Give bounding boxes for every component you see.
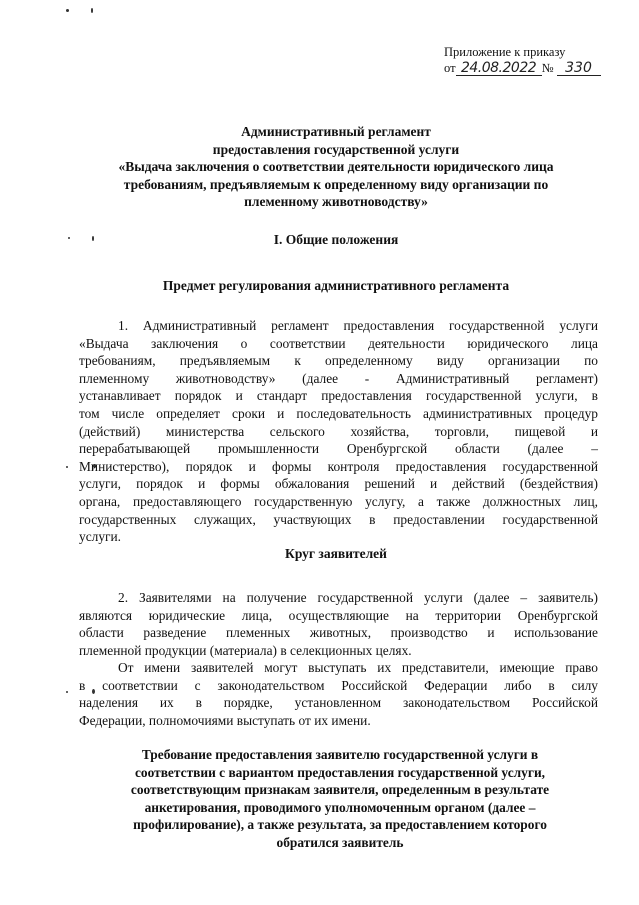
- requirement-heading: [90, 746, 590, 852]
- number-label: №: [541, 61, 554, 75]
- text-line: 2. Заявителями на получение государственной услуги (далее – заявитель): [118, 590, 598, 605]
- title-line: «Выдача заключения о соответствии деятельности юридического лица: [118, 159, 554, 174]
- subsection-heading: Круг заявителей: [285, 546, 387, 561]
- attachment-order-line: [444, 60, 624, 76]
- attachment-label: Приложение к приказу: [444, 45, 566, 59]
- from-label: от: [444, 61, 456, 75]
- text-line: области разведение племенных животных, производство и использование: [79, 625, 598, 641]
- text-line: в соответствии с законодательством Российской Федерации либо в силу: [79, 677, 598, 693]
- text-line: наделения их в порядке, установленном законодательством Российской: [79, 695, 598, 711]
- title-line: требованиям, предъявляемым к определенному виду организации по: [123, 176, 549, 192]
- text-line: том числе определяет сроки и последовательность административных процедур: [79, 405, 598, 421]
- scan-speck: [66, 466, 68, 468]
- text-line: 1. Административный регламент предоставления государственной услуги: [118, 318, 598, 333]
- section-heading: I. Общие положения: [273, 232, 399, 247]
- text-line: устанавливает порядок и стандарт предоставления государственной услуги, в: [79, 388, 598, 404]
- title-line: племенному животноводству»: [244, 194, 428, 209]
- paragraph-2: [79, 589, 598, 659]
- handwritten-number: 330: [557, 61, 601, 76]
- scan-speck: [66, 691, 68, 693]
- text-line: государственных служащих, участвующих в предоставлении государственной: [79, 511, 598, 527]
- text-line: племенному животноводству» (далее - Административный регламент): [79, 370, 598, 386]
- scan-speck: [66, 9, 69, 12]
- document-title: [60, 123, 612, 211]
- heading-line: соответствии с вариантом предоставления государственной услуги,: [134, 764, 546, 780]
- subsection-heading: Предмет регулирования административного регламента: [162, 278, 510, 293]
- heading-line: Требование предоставления заявителю государственной услуги в: [141, 747, 539, 762]
- text-line: Министерство), порядок и формы контроля предоставления государственной: [79, 458, 598, 474]
- heading-line: профилирование), а также результата, за предоставлением которого: [133, 817, 547, 833]
- text-line: племенной продукции (материала) в селекционных целях.: [79, 642, 412, 658]
- scan-speck: [91, 8, 93, 13]
- paragraph-1: [79, 317, 598, 546]
- text-line: органа, предоставляющего государственную услугу, а также должностных лиц,: [79, 493, 598, 509]
- heading-line: обратился заявитель: [276, 834, 404, 850]
- attachment-note: [444, 44, 624, 76]
- text-line: перерабатывающей промышленности Оренбургской области (далее –: [79, 441, 598, 457]
- text-line: являются юридические лица, осуществляющие на территории Оренбургской: [79, 607, 598, 623]
- text-line: Федерации, полномочиями выступать от их имени.: [79, 712, 371, 728]
- handwritten-date: 24.08.2022: [456, 61, 542, 76]
- heading-line: анкетирования, проводимого уполномоченным органом (далее –: [144, 799, 536, 815]
- heading-line: соответствующим признакам заявителя, определенным в результате: [130, 782, 550, 798]
- title-line: Административный регламент: [241, 124, 431, 139]
- title-line: предоставления государственной услуги: [212, 141, 460, 157]
- paragraph-3: [79, 659, 598, 729]
- text-line: «Выдача заключения о соответствии деятельности юридического лица: [79, 335, 598, 351]
- text-line: требованиям, предъявляемым к определенному виду организации по: [79, 353, 598, 369]
- text-line: От имени заявителей могут выступать их представители, имеющие право: [118, 660, 598, 675]
- text-line: услуги.: [79, 529, 122, 545]
- text-line: услуги, порядок и формы обжалования решений и действий (бездействия): [79, 476, 598, 492]
- text-line: (действий) министерства сельского хозяйства, торговли, пищевой и: [79, 423, 598, 439]
